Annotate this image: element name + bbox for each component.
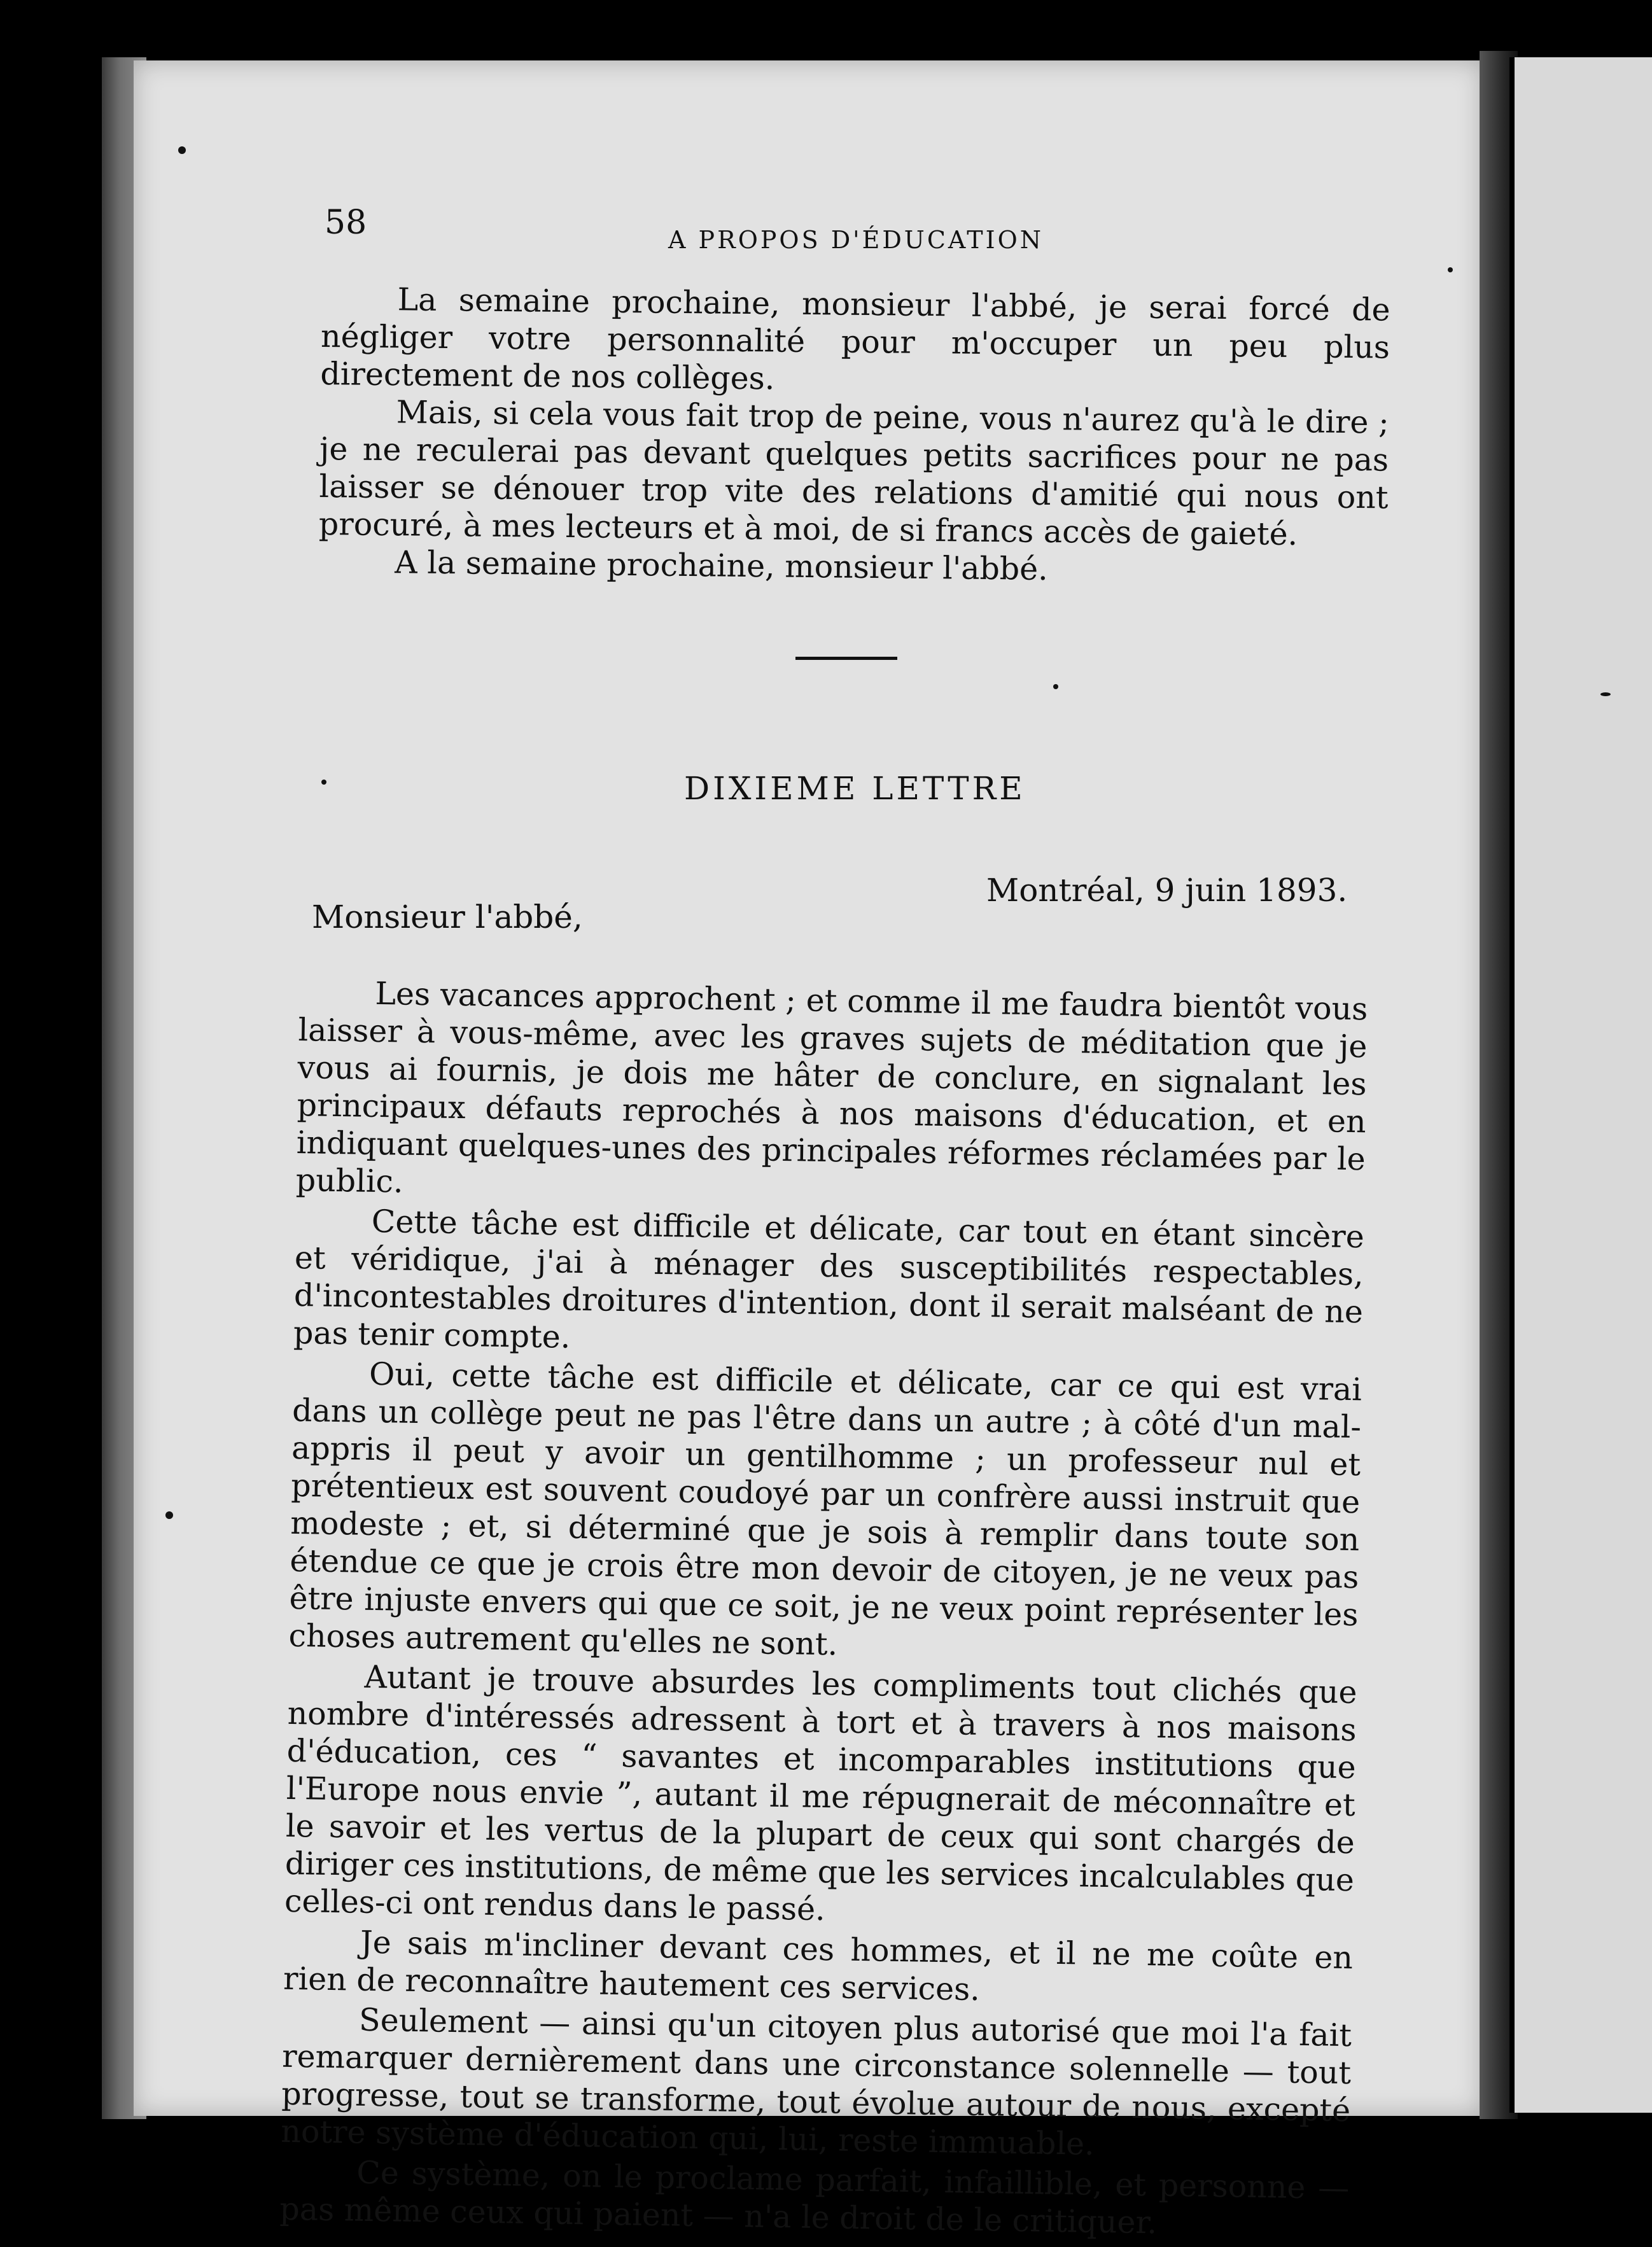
dateline: Montréal, 9 juin 1893. [986, 872, 1348, 909]
paragraph: A la semaine prochaine, monsieur l'abbé. [395, 544, 1049, 587]
dust-speck [1053, 684, 1058, 689]
paragraph: Je sais m'incliner devant ces hommes, et il ne me coûte en rien de reconnaître hautement ces services. [283, 1924, 1354, 2008]
letter-body [279, 974, 1368, 2247]
dust-speck [1448, 267, 1453, 272]
paragraph: Oui, cette tâche est difficile et délicate, car ce qui est vrai dans un collège peut ne pas l'être dans un autre ; à côté d'un mal-appris il peut y avoir un gentilhomme ; un professeur nul et prétentieux est souvent coudoyé par un confrère aussi instruit que modeste ; et, si déterminé que je sois à remplir dans toute son étendue ce que je crois être mon devoir de citoyen, je ne veux pas être injuste envers qui que ce soit, je ne veux point représenter les choses autrement qu'elles ne sont. [288, 1355, 1362, 1663]
facing-page-edge [1509, 57, 1515, 2113]
paragraph: Les vacances approchent ; et comme il me faudra bientôt vous laisser à vous-même, avec les graves sujets de méditation que je vous ai fournis, je dois me hâter de conclure, en signalant les principaux défauts reprochés à nos maisons d'éducation, et en indiquant quelques-unes des principales réformes réclamées par le public. [295, 975, 1368, 1200]
paragraph: Autant je trouve absurdes les compliments tout clichés que nombre d'intéressés adressent à tort et à travers à nos maisons d'éducation, ces “ savantes et incomparables institutions que l'Europe nous envie ”, autant il me répugnerait de méconnaître et le savoir et les vertus de la plupart de ceux qui sont chargés de diriger ces institutions, de même que les services incalculables que celles-ci ont rendus dans le passé. [284, 1658, 1357, 1928]
closing-of-previous-letter [318, 280, 1390, 592]
letter-heading: DIXIEME LETTRE [684, 770, 1026, 807]
paragraph: Ce système, on le proclame parfait, infaillible, et personne — pas même ceux qui paient — n'a le droit de le critiquer. [279, 2154, 1350, 2241]
paragraph: Seulement — ainsi qu'un citoyen plus autorisé que moi l'a fait remarquer dernièrement dans une circonstance solennelle — tout progresse, tout se transforme, tout évolue autour de nous, excepté notre système d'éducation qui, lui, reste immuable. [280, 2001, 1352, 2162]
section-divider [795, 657, 897, 660]
dust-speck [321, 780, 326, 785]
paragraph: La semaine prochaine, monsieur l'abbé, je serai forcé de négliger votre personnalité pour m'occuper un peu plus directement de nos collèges. [320, 281, 1390, 397]
paragraph: Cette tâche est difficile et délicate, car tout en étant sincère et véridique, j'ai à ménager des susceptibilités respectables, d'incontestables droitures d'intention, dont il serait malséant de ne pas tenir compte. [293, 1203, 1365, 1355]
running-head: A PROPOS D'ÉDUCATION [668, 226, 1044, 254]
facing-page [1515, 57, 1652, 2113]
dust-speck [1600, 692, 1611, 696]
page-number: 58 [325, 204, 367, 242]
paragraph: Mais, si cela vous fait trop de peine, vous n'aurez qu'à le dire ; je ne reculerai pas devant quelques petits sacrifices pour ne pas laisser se dénouer trop vite des relations d'amitié qui nous ont procuré, à mes lecteurs et à moi, de si francs accès de gaieté. [318, 394, 1390, 553]
salutation: Monsieur l'abbé, [312, 899, 583, 935]
dust-speck [178, 146, 186, 154]
dust-speck [165, 1511, 173, 1519]
